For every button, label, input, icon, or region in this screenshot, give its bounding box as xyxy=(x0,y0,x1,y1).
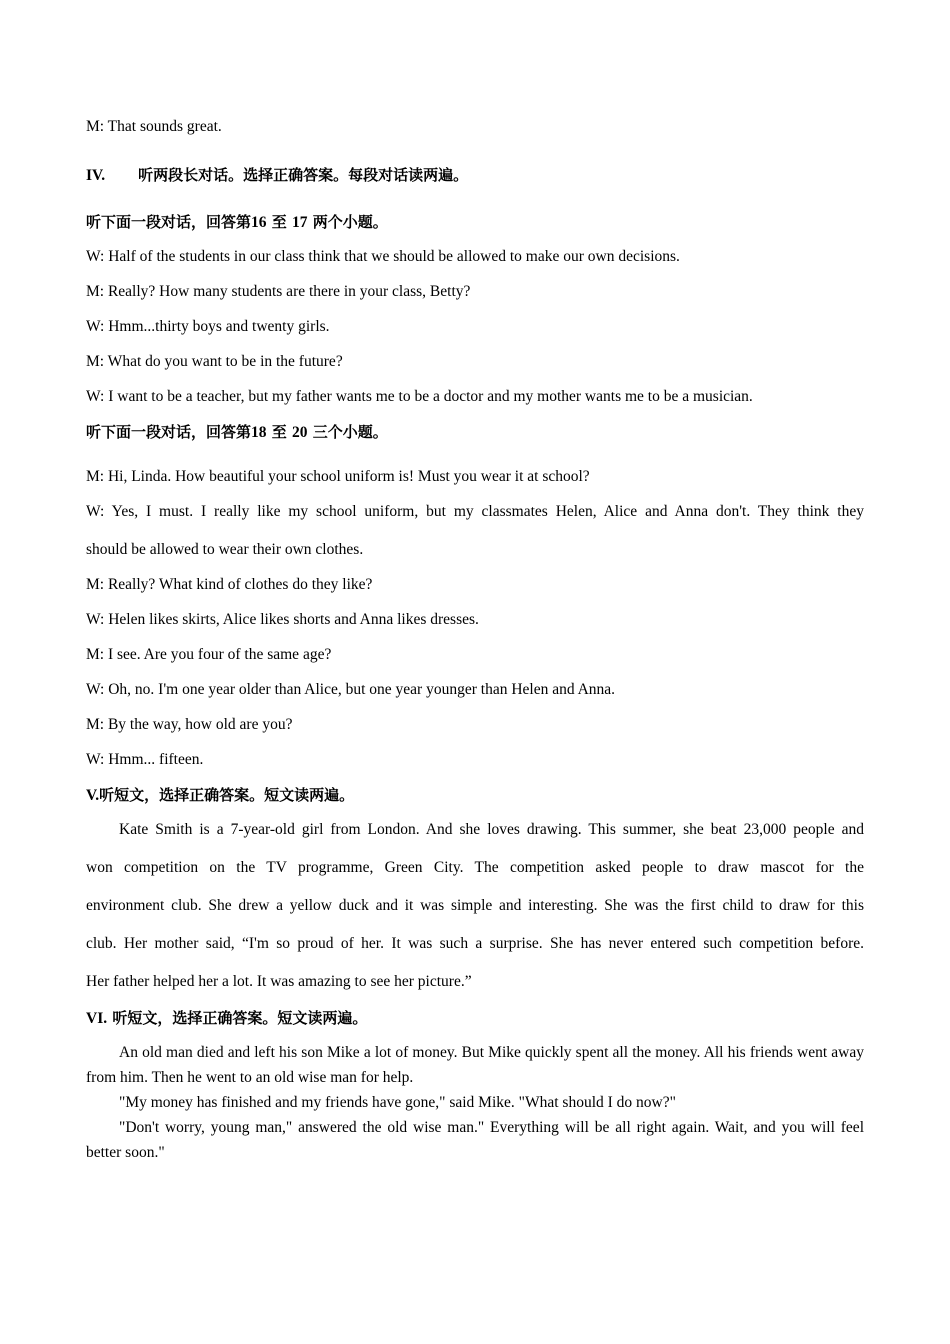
dialogue-2-line: W: Helen likes skirts, Alice likes shorts and Anna likes dresses. xyxy=(86,611,479,628)
dialogue-2-line: M: Really? What kind of clothes do they like? xyxy=(86,576,373,593)
dialogue-2-heading-pre: 听下面一段对话，回答第 xyxy=(86,423,252,441)
dialogue-1-line: W: Hmm...thirty boys and twenty girls. xyxy=(86,318,330,335)
dialogue-2-line: M: Hi, Linda. How beautiful your school uniform is! Must you wear it at school? xyxy=(86,468,590,485)
dialogue-2-line-justified: W: Yes, I must. I really like my school uniform, but my classmates Helen, Alice and Anna don't. They think they xyxy=(86,503,864,520)
dialogue-1-line: M: Really? How many students are there in your class, Betty? xyxy=(86,283,471,300)
dialogue-2-heading-mid: 至 xyxy=(271,423,287,441)
section-v-label: V. xyxy=(86,787,100,804)
dialogue-2-line: W: Hmm... fifteen. xyxy=(86,751,204,768)
dialogue-1-line: M: What do you want to be in the future? xyxy=(86,353,343,370)
intro-line: M: That sounds great. xyxy=(86,118,222,135)
dialogue-1-heading xyxy=(86,212,388,233)
passage-v-line: club. Her mother said, “I'm so proud of her. It was such a surprise. She has never entered such competition before. xyxy=(86,935,864,952)
passage-v-line: Kate Smith is a 7-year-old girl from London. And she loves drawing. This summer, she beat 23,000 people and xyxy=(119,821,864,838)
section-iv-title: 听两段长对话。选择正确答案。每段对话读两遍。 xyxy=(138,166,469,184)
dialogue-2-heading-n1: 18 xyxy=(251,424,267,441)
dialogue-2-heading xyxy=(86,422,388,443)
dialogue-1-line: W: I want to be a teacher, but my father wants me to be a doctor and my mother wants me to be a musician. xyxy=(86,388,753,405)
dialogue-1-heading-n2: 17 xyxy=(292,214,308,231)
passage-v-line: environment club. She drew a yellow duck and it was simple and interesting. She was the first child to draw for this xyxy=(86,897,864,914)
dialogue-2-heading-n2: 20 xyxy=(292,424,308,441)
passage-vi xyxy=(86,1040,864,1165)
dialogue-2-line: should be allowed to wear their own clothes. xyxy=(86,541,364,558)
section-iv-heading xyxy=(86,165,468,186)
dialogue-2-line: W: Oh, no. I'm one year older than Alice, but one year younger than Helen and Anna. xyxy=(86,681,616,698)
section-vi-label: VI. xyxy=(86,1010,108,1027)
passage-v-line: Her father helped her a lot. It was amazing to see her picture.” xyxy=(86,973,472,990)
dialogue-1-line: W: Half of the students in our class think that we should be allowed to make our own decisions. xyxy=(86,248,680,265)
section-iv-label: IV. xyxy=(86,167,106,184)
dialogue-2-line: M: By the way, how old are you? xyxy=(86,716,293,733)
dialogue-2-heading-post: 三个小题。 xyxy=(312,423,388,441)
section-vi-heading xyxy=(86,1008,367,1029)
dialogue-1-heading-pre: 听下面一段对话，回答第 xyxy=(86,213,252,231)
dialogue-1-heading-post: 两个小题。 xyxy=(312,213,388,231)
dialogue-2-line: M: I see. Are you four of the same age? xyxy=(86,646,332,663)
dialogue-1-heading-mid: 至 xyxy=(271,213,287,231)
passage-vi-paragraph: "Don't worry, young man," answered the old wise man." Everything will be all right again. Wait, and you will feel better soon." xyxy=(86,1119,864,1161)
section-vi-title: 听短文，选择正确答案。短文读两遍。 xyxy=(112,1009,368,1027)
section-v-title: 听短文，选择正确答案。短文读两遍。 xyxy=(99,786,355,804)
passage-v-line: won competition on the TV programme, Green City. The competition asked people to draw mascot for the xyxy=(86,859,864,876)
section-v-heading xyxy=(86,785,354,806)
passage-vi-paragraph: An old man died and left his son Mike a lot of money. But Mike quickly spent all the money. All his friends went away from him. Then he went to an old wise man for help. xyxy=(86,1044,864,1086)
dialogue-1-heading-n1: 16 xyxy=(251,214,267,231)
passage-vi-paragraph: "My money has finished and my friends have gone," said Mike. "What should I do now?" xyxy=(119,1094,676,1111)
